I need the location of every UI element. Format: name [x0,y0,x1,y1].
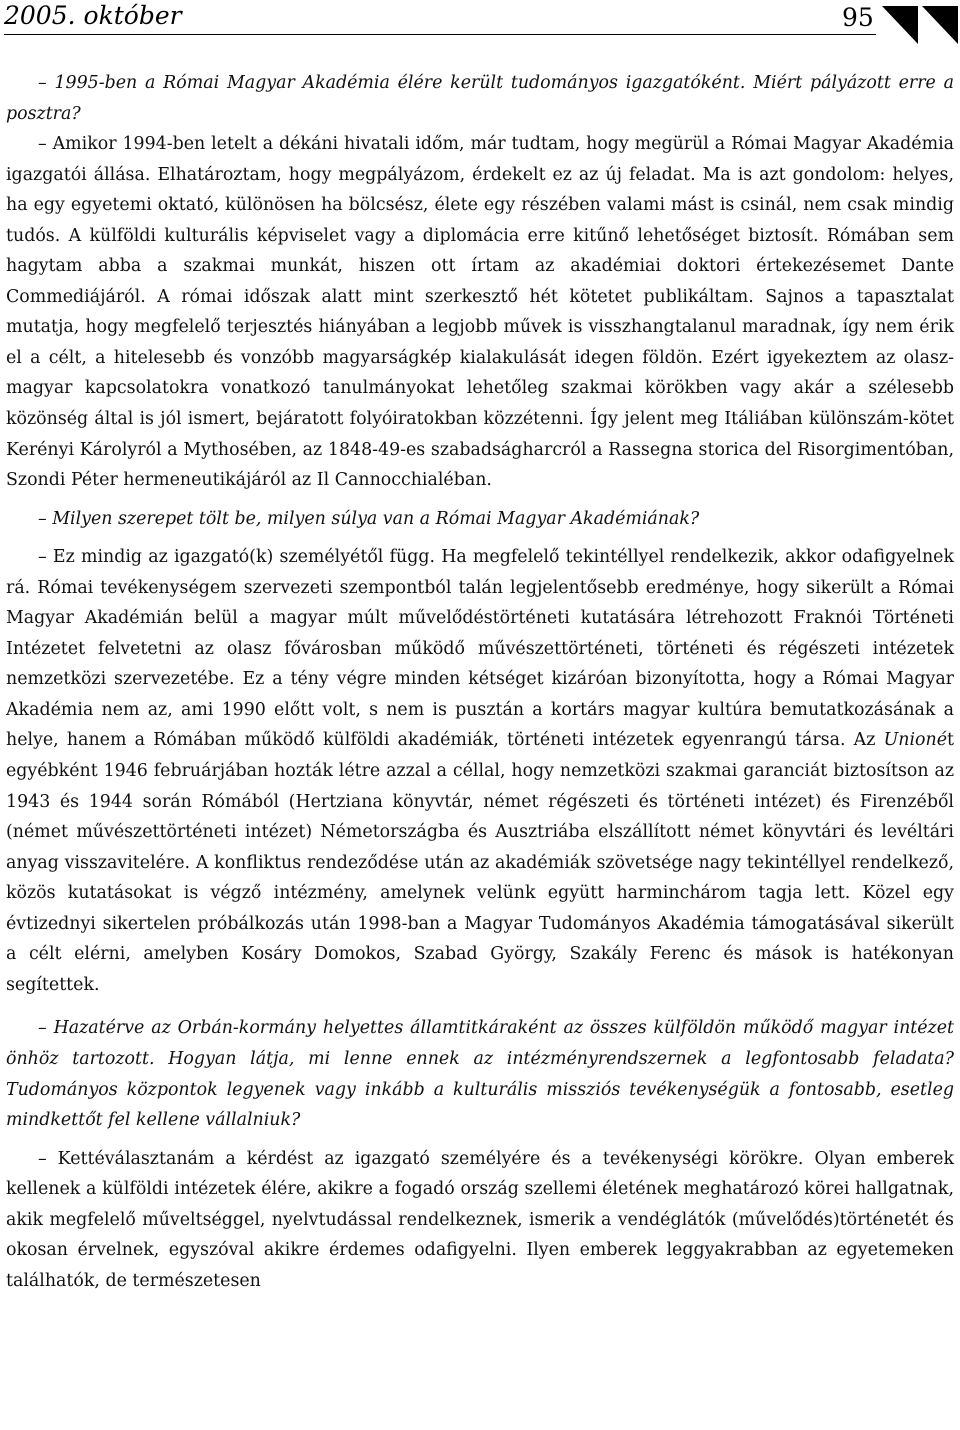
interview-answer: – Kettéválasztanám a kérdést az igazgató személyére és a tevékenységi körökre. Olyan emberek kellenek a külföldi intézetek élére, akikre a fogadó ország szellemi életének meghatározó körei hallgatnak, akik megfelelő műveltséggel, nyelvtudással rendelkeznek, ismerik a vendéglátók (művelődés)történetét és okosan érvelnek, egyszóval akikre érdemes odafigyelni. Ilyen emberek leggyakrabban az egyetemeken találhatók, de természetesen [6,1148,954,1291]
double-triangle-icon [882,4,960,44]
page-number: 95 [842,3,874,32]
interview-answer: – Amikor 1994-ben letelt a dékáni hivatali időm, már tudtam, hogy megürül a Római Magyar Akadémia igazgatói állása. Elhatároztam, hogy megpályázom, érdekelt ez az új feladat. Ma is azt gondolom: helyes, ha egy egyetemi oktató, különösen ha bölcsész, élete egy részében valami mást is csinál, nem csak mindig tudós. A külföldi kulturális képviselet vagy a diplomácia erre kitűnő lehetőséget biztosít. Rómában sem hagytam abba a szakmai munkát, hiszen ott írtam az akadémiai doktori értekezésemet Dante Commediájáról. A római időszak alatt mint szerkesztő hét kötetet publikáltam. Sajnos a tapasztalat mutatja, hogy megfelelő terjesztés hiányában a legjobb művek is visszhangtalanul maradnak, így nem érik el a célt, a hitelesebb és vonzóbb magyarságkép kialakulását idegen földön. Ezért igyekeztem az olasz-magyar kapcsolatokra vonatkozó tanulmányokat lehetőleg szakmai körökben vagy akár a szélesebb közönség által is jól ismert, bejáratott folyóiratokban közzétenni. Így jelent meg Itáliában különszám-kötet Kerényi Károlyról a Mythosében, az 1848-49-es szabadságharcról a Rassegna storica del Risorgimentóban, Szondi Péter hermeneutikájáról az Il Cannocchialéban. [6,134,954,491]
issue-date-title: 2005. október [4,1,182,30]
interview-question: – Hazatérve az Orbán-kormány helyettes államtitkáraként az összes külföldön működő magyar intézet önhöz tartozott. Hogyan látja, mi lenne ennek az intézményrendszernek a legfontosabb feladata? Tudományos központok legyenek vagy inkább a kulturális missziós tevékenységük a fontosabb, esetleg mindkettőt fel kellene vállalniuk? [6,1018,954,1131]
running-header [4,0,960,44]
interview-answer [6,542,954,1000]
emphasized-word: Unioné [883,730,947,751]
interview-question: – 1995-ben a Római Magyar Akadémia élére került tudományos igazgatóként. Miért pályázott erre a posztra? [6,73,954,124]
interview-question: – Milyen szerepet tölt be, milyen súlya van a Római Magyar Akadémiának? [38,508,700,529]
header-rule [4,34,876,35]
answer-text: – Ez mindig az igazgató(k) személyétől függ. Ha megfelelő tekintéllyel rendelkezik, akkor odafigyelnek rá. Római tevékenységem szervezeti szempontból talán legjelentősebb eredménye, hogy sikerült a Római Magyar Akadémián belül a magyar múlt művelődéstörténeti kutatására létrehozott Fraknói Történeti Intézetet felvetetni az olasz fővárosban működő művészettörténeti, történeti és régészeti intézetek nemzetközi szervezetébe. Ez a tény végre minden kétséget kizáróan bizonyította, hogy a Római Magyar Akadémia nem az, ami 1990 előtt volt, s nem is pusztán a kortárs magyar kultúra bemutatkozásának a helye, hanem a Rómában működő külföldi akadémiák, történeti intézetek egyenrangú társa. Az [6,547,954,751]
article-body [6,68,954,1296]
answer-text: t egyébként 1946 februárjában hozták létre azzal a céllal, hogy nemzetközi szakmai garanciát biztosítson az 1943 és 1944 során Rómából (Hertziana könyvtár, német régészeti és történeti intézet) és Firenzéből (német művészettörténeti intézet) Németországba és Ausztriába elszállított német könyvtári és levéltári anyag visszavitelére. A konfliktus rendeződése után az akadémiák szövetsége nagy tekintéllyel rendelkező, közös kutatásokat is végző intézmény, amelynek velünk együtt harminchárom tagja lett. Közel egy évtizednyi sikertelen próbálkozás után 1998-ban a Magyar Tudományos Akadémia támogatásával sikerült a célt elérni, amelyben Kosáry Domokos, Szabad György, Szakály Ferenc és mások is hatékonyan segítettek. [6,730,954,995]
